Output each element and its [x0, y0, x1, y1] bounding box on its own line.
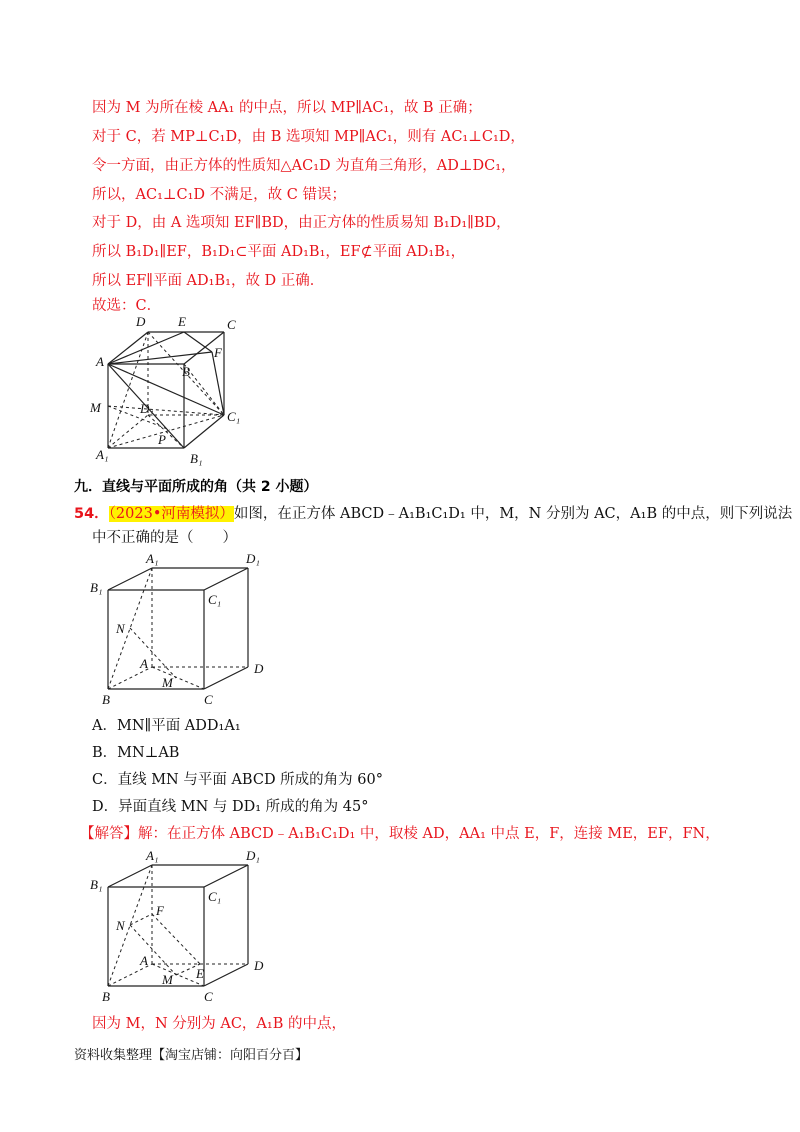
solution-line-3: 令一方面，由正方体的性质知△AC₁D 为直角三角形，AD⊥DC₁， — [92, 158, 516, 174]
fig1-label-B1: B₁ — [190, 451, 203, 466]
solution-line-7: 所以 EF∥平面 AD₁B₁，故 D 正确． — [92, 273, 325, 289]
fig1-label-P: P — [158, 432, 166, 447]
option-c: C．直线 MN 与平面 ABCD 所成的角为 60° — [92, 772, 383, 788]
fig3-label-E: E — [196, 966, 204, 981]
fig1-label-F: F — [214, 345, 222, 360]
solution-line-4: 所以，AC₁⊥C₁D 不满足，故 C 错误； — [92, 187, 346, 203]
fig1-label-D1: D₁ — [140, 401, 154, 416]
question-number: 54． — [74, 506, 109, 522]
fig2-label-B: B — [102, 692, 110, 707]
question-source: （2023•河南模拟） — [108, 506, 234, 522]
fig1-label-D: D — [136, 314, 146, 329]
fig1-label-A1: A₁ — [96, 447, 109, 462]
solution-line-6: 所以 B₁D₁∥EF，B₁D₁⊂平面 AD₁B₁，EF⊄平面 AD₁B₁， — [92, 244, 466, 260]
answer-tag: 【解答】 — [80, 826, 138, 842]
section-heading: 九．直线与平面所成的角（共 2 小题） — [74, 479, 318, 495]
fig1-label-E: E — [178, 314, 186, 329]
fig1-label-A: A — [96, 354, 104, 369]
fig2-label-M: M — [162, 675, 173, 690]
fig3-label-C1: C₁ — [208, 889, 222, 904]
fig2-label-D1: D₁ — [246, 551, 260, 566]
option-d: D．异面直线 MN 与 DD₁ 所成的角为 45° — [92, 799, 369, 815]
fig2-label-A: A — [140, 656, 148, 671]
fig3-label-D: D — [254, 958, 264, 973]
answer-text: 解：在正方体 ABCD﹣A₁B₁C₁D₁ 中，取棱 AD，AA₁ 中点 E，F，连接 ME，EF，FN， — [138, 826, 720, 842]
solution-line-2: 对于 C，若 MP⊥C₁D，由 B 选项知 MP∥AC₁，则有 AC₁⊥C₁D， — [92, 129, 525, 145]
fig2-label-C1: C₁ — [208, 592, 222, 607]
solution-line-1: 因为 M 为所在棱 AA₁ 的中点，所以 MP∥AC₁，故 B 正确； — [92, 100, 482, 116]
fig1-label-C1: C₁ — [227, 409, 241, 424]
answer-continuation: 因为 M，N 分别为 AC，A₁B 的中点， — [92, 1016, 346, 1032]
fig2-label-B1: B₁ — [90, 580, 103, 595]
fig2-label-A1: A₁ — [146, 551, 159, 566]
solution-line-8: 故选：C． — [92, 298, 162, 314]
option-a: A．MN∥平面 ADD₁A₁ — [92, 718, 241, 734]
question-stem-line1: 如图，在正方体 ABCD﹣A₁B₁C₁D₁ 中，M，N 分别为 AC，A₁B 的中点，则下列说法 — [233, 506, 793, 522]
page-footer: 资料收集整理【淘宝店铺：向阳百分百】 — [74, 1048, 309, 1063]
fig1-label-M: M — [90, 400, 101, 415]
fig3-label-M: M — [162, 972, 173, 987]
fig3-label-F: F — [156, 903, 164, 918]
fig2-label-C: C — [204, 692, 213, 707]
fig3-label-D1: D₁ — [246, 848, 260, 863]
fig3-label-B: B — [102, 989, 110, 1004]
fig3-label-N: N — [116, 918, 125, 933]
question-stem-line2: 中不正确的是（ ） — [92, 530, 237, 546]
fig1-label-C: C — [227, 317, 236, 332]
fig2-label-N: N — [116, 621, 125, 636]
solution-line-5: 对于 D，由 A 选项知 EF∥BD，由正方体的性质易知 B₁D₁∥BD， — [92, 215, 511, 231]
fig3-label-A: A — [140, 953, 148, 968]
fig2-label-D: D — [254, 661, 264, 676]
fig3-label-B1: B₁ — [90, 877, 103, 892]
fig1-label-B: B — [182, 364, 190, 379]
option-b: B．MN⊥AB — [92, 745, 180, 761]
fig3-label-A1: A₁ — [146, 848, 159, 863]
fig3-label-C: C — [204, 989, 213, 1004]
